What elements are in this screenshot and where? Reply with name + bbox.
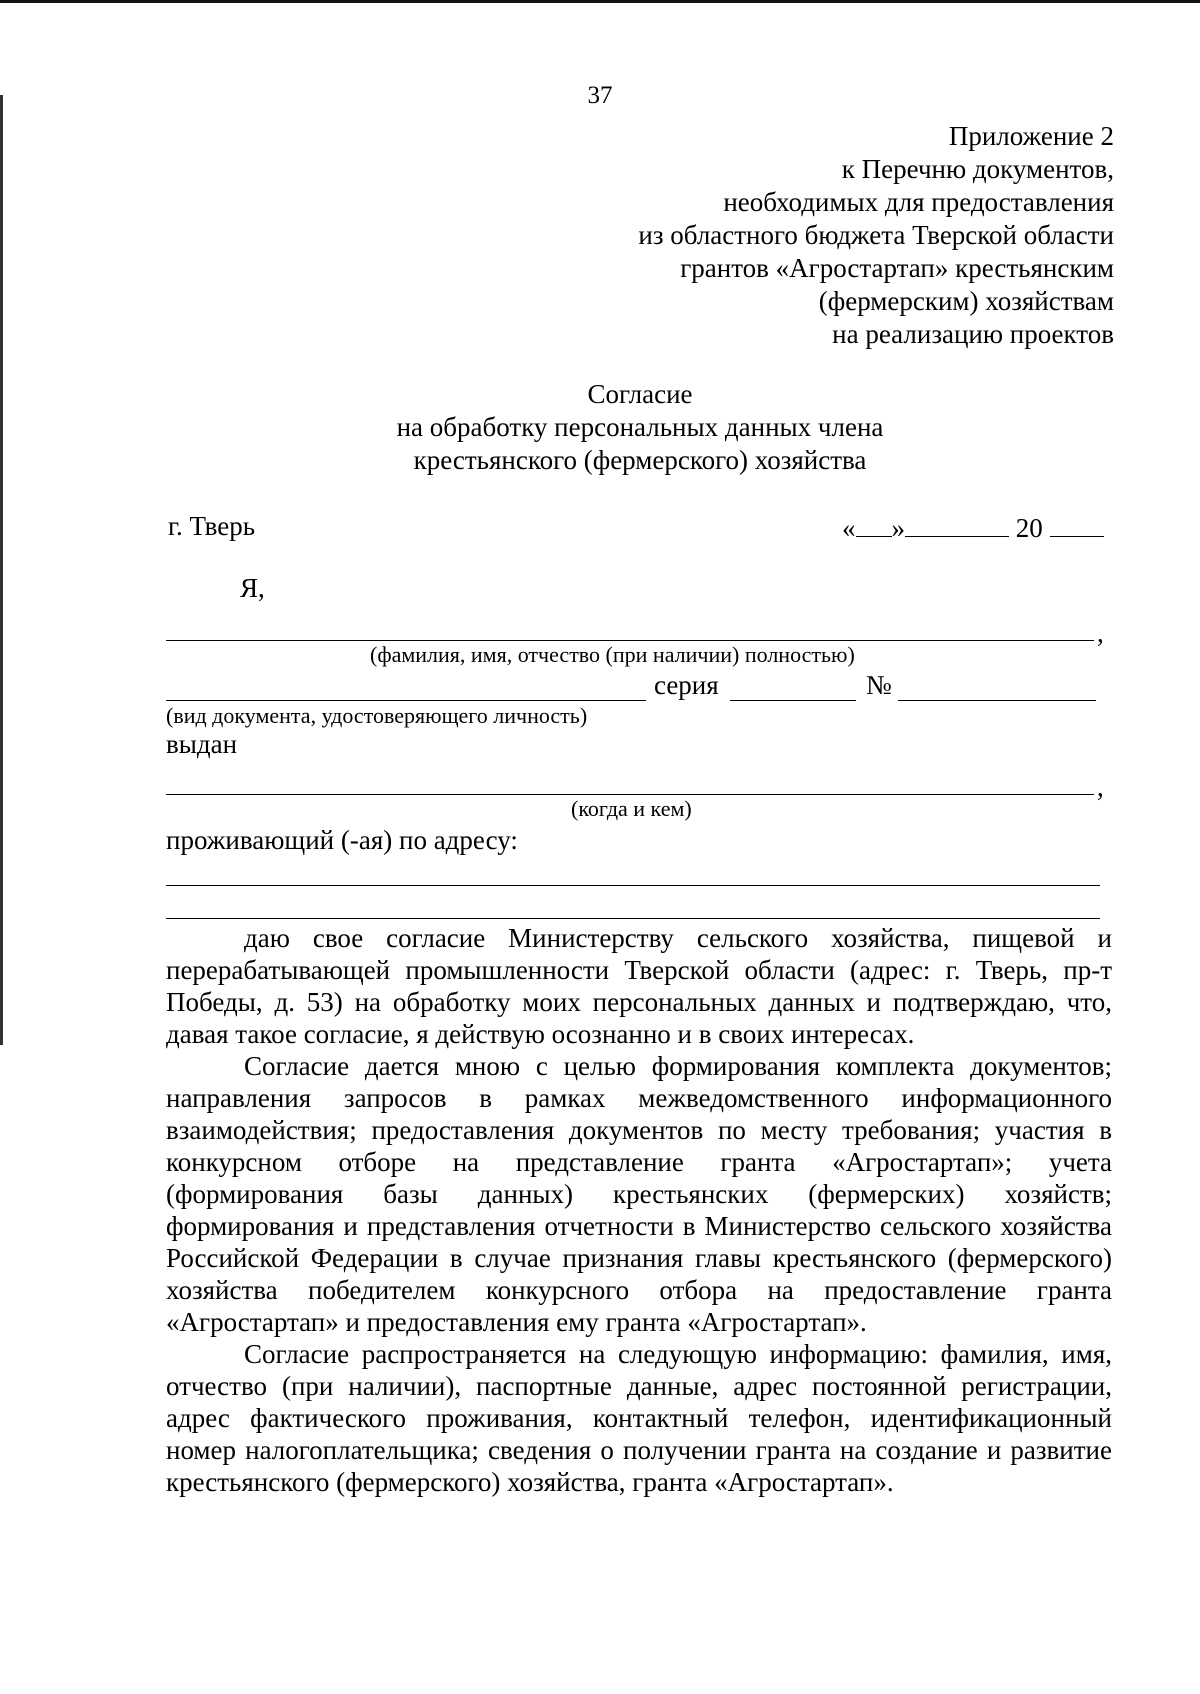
appendix-line: (фермерским) хозяйствам — [818, 286, 1114, 316]
appendix-header — [638, 120, 1114, 351]
address-line-1 — [166, 885, 1100, 886]
number-label: № — [866, 670, 892, 700]
appendix-line: из областного бюджета Тверской области — [638, 220, 1114, 250]
consent-body — [166, 922, 1112, 1498]
fio-line — [166, 640, 1094, 641]
date-month-blank — [905, 512, 1009, 537]
ya-label: Я, — [240, 573, 265, 603]
document-title — [300, 378, 980, 477]
title-line: Согласие — [587, 379, 693, 409]
appendix-line: на реализацию проектов — [832, 319, 1114, 349]
doc-type-line — [166, 700, 646, 701]
appendix-line: Приложение 2 — [948, 121, 1114, 151]
issued-label: выдан — [166, 729, 238, 759]
appendix-line: грантов «Агростартап» крестьянским — [680, 253, 1114, 283]
address-label: проживающий (-ая) по адресу: — [166, 825, 518, 855]
scan-edge-top — [0, 0, 1200, 3]
date-close-quote: » — [891, 513, 905, 543]
date-year-prefix: 20 — [1015, 513, 1043, 543]
issued-line — [166, 794, 1094, 795]
date-field — [842, 512, 1104, 545]
seria-label: серия — [654, 670, 719, 700]
appendix-line: необходимых для предоставления — [723, 187, 1114, 217]
page-number: 37 — [587, 82, 613, 109]
doc-caption: (вид документа, удостоверяющего личность) — [166, 703, 588, 728]
fio-caption: (фамилия, имя, отчество (при наличии) полностью) — [370, 642, 855, 667]
scan-edge-left — [0, 95, 3, 1045]
consent-paragraph: Согласие дается мною с целью формирования комплекта документов; направления запросов в рамках межведомственного информационного взаимодействия; предоставления документов по месту требования; участия в конкурсном отборе на представление гранта «Агростартап»; учета (формирования базы данных) крестьянских (фермерских) хозяйств; формирования и представления отчетности в Министерство сельского хозяйства Российской Федерации в случае признания главы крестьянского (фермерского) хозяйства победителем конкурсного отбора на предоставление гранта «Агростартап» и предоставления ему гранта «Агростартап». — [166, 1051, 1112, 1337]
title-line: крестьянского (фермерского) хозяйства — [413, 445, 867, 475]
title-line: на обработку персональных данных члена — [396, 412, 884, 442]
issued-caption: (когда и кем) — [571, 796, 692, 821]
address-line-2 — [166, 918, 1100, 919]
date-day-blank — [856, 512, 892, 537]
seria-line — [730, 700, 856, 701]
fio-comma: , — [1097, 618, 1104, 648]
consent-paragraph: даю свое согласие Министерству сельского хозяйства, пищевой и перерабатывающей промышленности Тверской области (адрес: г. Тверь, пр-т Победы, д. 53) на обработку моих персональных данных и подтверждаю, что, давая такое согласие, я действую осознанно и в своих интересах. — [166, 923, 1112, 1049]
number-line — [898, 700, 1096, 701]
date-year-blank — [1050, 512, 1104, 537]
appendix-line: к Перечню документов, — [841, 154, 1114, 184]
issued-comma: , — [1097, 772, 1104, 802]
consent-paragraph: Согласие распространяется на следующую информацию: фамилия, имя, отчество (при наличии), паспортные данные, адрес постоянной регистрации, адрес фактического проживания, контактный телефон, идентификационный номер налогоплательщика; сведения о получении гранта на создание и развитие крестьянского (фермерского) хозяйства, гранта «Агростартап». — [166, 1339, 1112, 1497]
place-city: г. Тверь — [168, 511, 256, 541]
date-open-quote: « — [842, 513, 856, 543]
